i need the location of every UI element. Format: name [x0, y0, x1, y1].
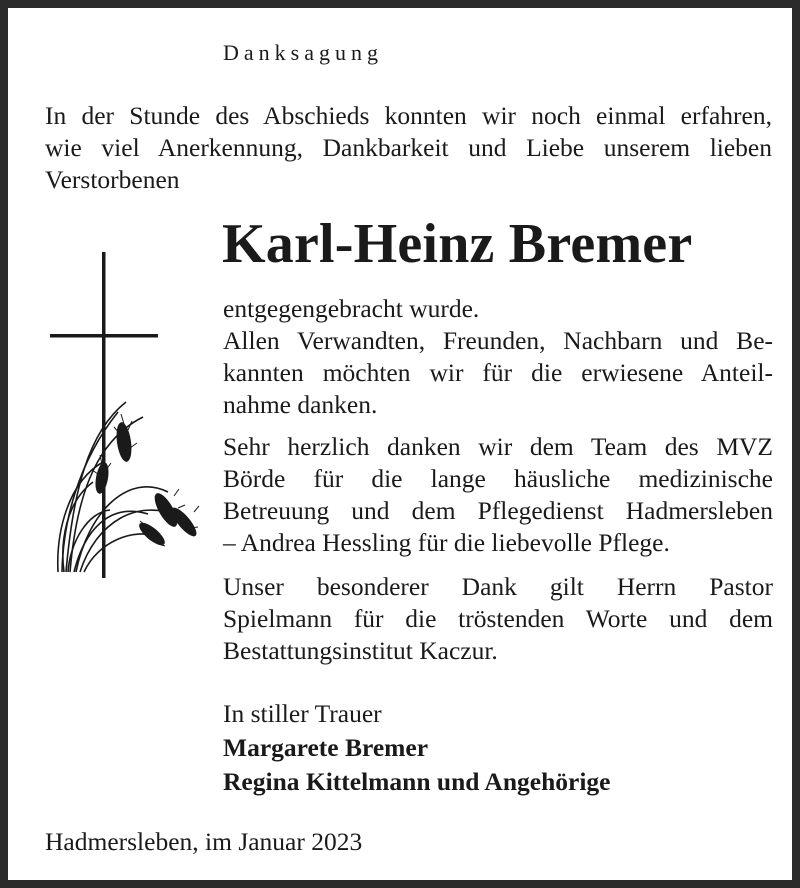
signatory: Margarete Bremer [223, 733, 429, 762]
signoff [223, 697, 611, 799]
notice-heading: Danksagung [223, 40, 383, 65]
text-line: Unser besonderer Dank gilt Herrn Pastor [223, 572, 773, 601]
place-date: Hadmersleben, im Januar 2023 [45, 827, 363, 856]
cross-with-grass-icon [48, 252, 203, 582]
text-line: entgegengebracht wurde. [223, 294, 480, 323]
signoff-opening: In stiller Trauer [223, 699, 382, 728]
deceased-name: Karl-Heinz Bremer [222, 213, 693, 275]
intro-line: Verstorbenen [45, 165, 180, 194]
text-line: Spielmann für die tröstenden Worte und dem [223, 604, 773, 633]
signatory: Regina Kittelmann und Angehörige [223, 767, 611, 796]
paragraph-thanks-relatives [223, 293, 773, 421]
text-line: Betreuung und dem Pflegedienst Hadmersleben [223, 496, 773, 525]
paragraph-thanks-care [223, 431, 773, 559]
intro-line: wie viel Anerkennung, Dankbarkeit und Liebe unserem lieben [45, 133, 772, 162]
text-line: nahme danken. [223, 390, 378, 419]
text-line: kannten möchten wir für die erwiesene Anteil- [223, 358, 773, 387]
paragraph-thanks-pastor [223, 571, 773, 667]
text-line: Bestattungsinstitut Kaczur. [223, 636, 498, 665]
text-line: – Andrea Hessling für die liebevolle Pflege. [223, 528, 670, 557]
text-line: Börde für die lange häusliche medizinische [223, 464, 773, 493]
text-line: Allen Verwandten, Freunden, Nachbarn und Be- [223, 326, 773, 355]
text-line: Sehr herzlich danken wir dem Team des MVZ [223, 432, 773, 461]
intro-text [45, 100, 772, 196]
intro-line: In der Stunde des Abschieds konnten wir noch einmal erfahren, [45, 101, 772, 130]
